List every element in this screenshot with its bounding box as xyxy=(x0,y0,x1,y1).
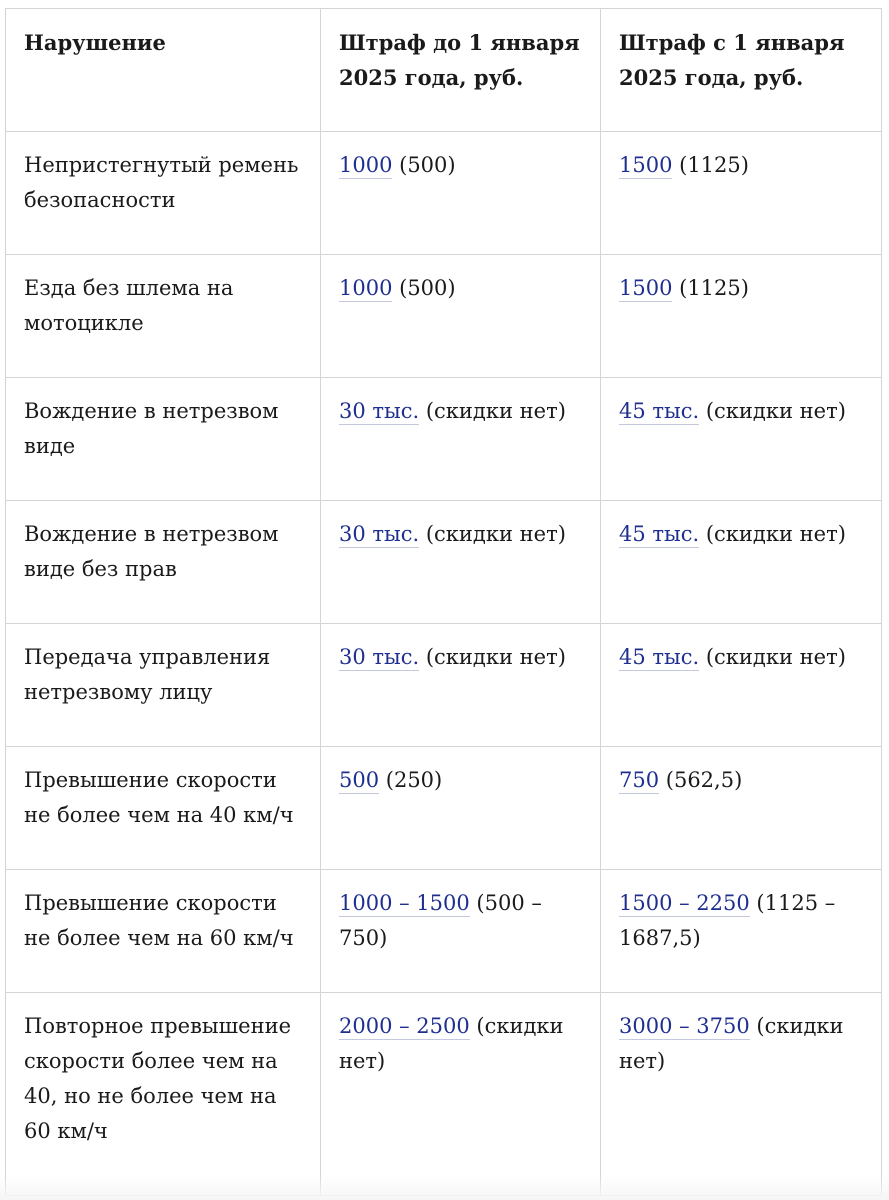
fine-after-discount: (1125) xyxy=(672,276,749,300)
fines-table xyxy=(5,8,882,1196)
header-fine-after: Штраф с 1 января 2025 года, руб. xyxy=(601,9,882,132)
fine-after-cell xyxy=(601,501,882,624)
fine-before-link[interactable]: 1000 – 1500 xyxy=(339,891,470,915)
violation-cell: Передача управления нетрезвому лицу xyxy=(6,624,321,747)
fine-after-cell xyxy=(601,624,882,747)
fine-after-cell xyxy=(601,378,882,501)
fine-before-discount: (скидки нет) xyxy=(419,645,566,669)
table-row xyxy=(6,378,882,501)
table-row xyxy=(6,624,882,747)
fine-before-discount: (скидки нет) xyxy=(339,1014,564,1073)
fine-after-cell xyxy=(601,870,882,993)
fine-after-link[interactable]: 45 тыс. xyxy=(619,522,700,546)
fine-after-cell xyxy=(601,255,882,378)
fine-after-discount: (562,5) xyxy=(659,768,743,792)
fine-before-discount: (500 – 750) xyxy=(339,891,542,950)
fine-before-link[interactable]: 1000 xyxy=(339,276,393,300)
violation-cell: Превышение скорости не более чем на 40 км/ч xyxy=(6,747,321,870)
fine-before-link[interactable]: 30 тыс. xyxy=(339,645,420,669)
fine-before-link[interactable]: 30 тыс. xyxy=(339,399,420,423)
fine-before-link[interactable]: 500 xyxy=(339,768,380,792)
violation-cell: Непристегнутый ремень безопасности xyxy=(6,132,321,255)
fine-before-cell xyxy=(321,501,601,624)
fine-after-discount: (скидки нет) xyxy=(699,399,846,423)
violation-cell: Вождение в нетрезвом виде xyxy=(6,378,321,501)
fine-before-cell xyxy=(321,378,601,501)
fine-after-cell xyxy=(601,747,882,870)
fine-after-discount: (1125 –1687,5) xyxy=(619,891,836,950)
table-row xyxy=(6,132,882,255)
table-row xyxy=(6,501,882,624)
table-header-row xyxy=(6,9,882,132)
fine-before-cell xyxy=(321,993,601,1196)
header-violation: Нарушение xyxy=(6,9,321,132)
fine-before-discount: (250) xyxy=(379,768,443,792)
table-row xyxy=(6,870,882,993)
fine-after-cell xyxy=(601,132,882,255)
fine-after-discount: (скидки нет) xyxy=(699,522,846,546)
fine-after-link[interactable]: 1500 xyxy=(619,276,673,300)
table-row xyxy=(6,993,882,1196)
fine-before-discount: (скидки нет) xyxy=(419,399,566,423)
fine-before-cell xyxy=(321,132,601,255)
fine-after-discount: (скидки нет) xyxy=(699,645,846,669)
fine-before-link[interactable]: 1000 xyxy=(339,153,393,177)
violation-cell: Езда без шлема на мотоцикле xyxy=(6,255,321,378)
fine-before-cell xyxy=(321,870,601,993)
fine-after-link[interactable]: 3000 – 3750 xyxy=(619,1014,750,1038)
violation-cell: Повторное превышение скорости более чем на 40, но не более чем на 60 км/ч xyxy=(6,993,321,1196)
fine-after-link[interactable]: 750 xyxy=(619,768,660,792)
fine-before-discount: (500) xyxy=(392,153,456,177)
fine-after-discount: (скидки нет) xyxy=(619,1014,844,1073)
table-row xyxy=(6,255,882,378)
header-fine-before: Штраф до 1 января 2025 года, руб. xyxy=(321,9,601,132)
fine-after-cell xyxy=(601,993,882,1196)
fine-before-discount: (скидки нет) xyxy=(419,522,566,546)
fine-after-discount: (1125) xyxy=(672,153,749,177)
fine-before-discount: (500) xyxy=(392,276,456,300)
violation-cell: Превышение скорости не более чем на 60 км/ч xyxy=(6,870,321,993)
fine-after-link[interactable]: 45 тыс. xyxy=(619,645,700,669)
fine-before-link[interactable]: 30 тыс. xyxy=(339,522,420,546)
fine-before-cell xyxy=(321,624,601,747)
fine-after-link[interactable]: 1500 xyxy=(619,153,673,177)
fine-before-link[interactable]: 2000 – 2500 xyxy=(339,1014,470,1038)
table-row xyxy=(6,747,882,870)
fine-before-cell xyxy=(321,747,601,870)
violation-cell: Вождение в нетрезвом виде без прав xyxy=(6,501,321,624)
fine-after-link[interactable]: 1500 – 2250 xyxy=(619,891,750,915)
fine-after-link[interactable]: 45 тыс. xyxy=(619,399,700,423)
fine-before-cell xyxy=(321,255,601,378)
